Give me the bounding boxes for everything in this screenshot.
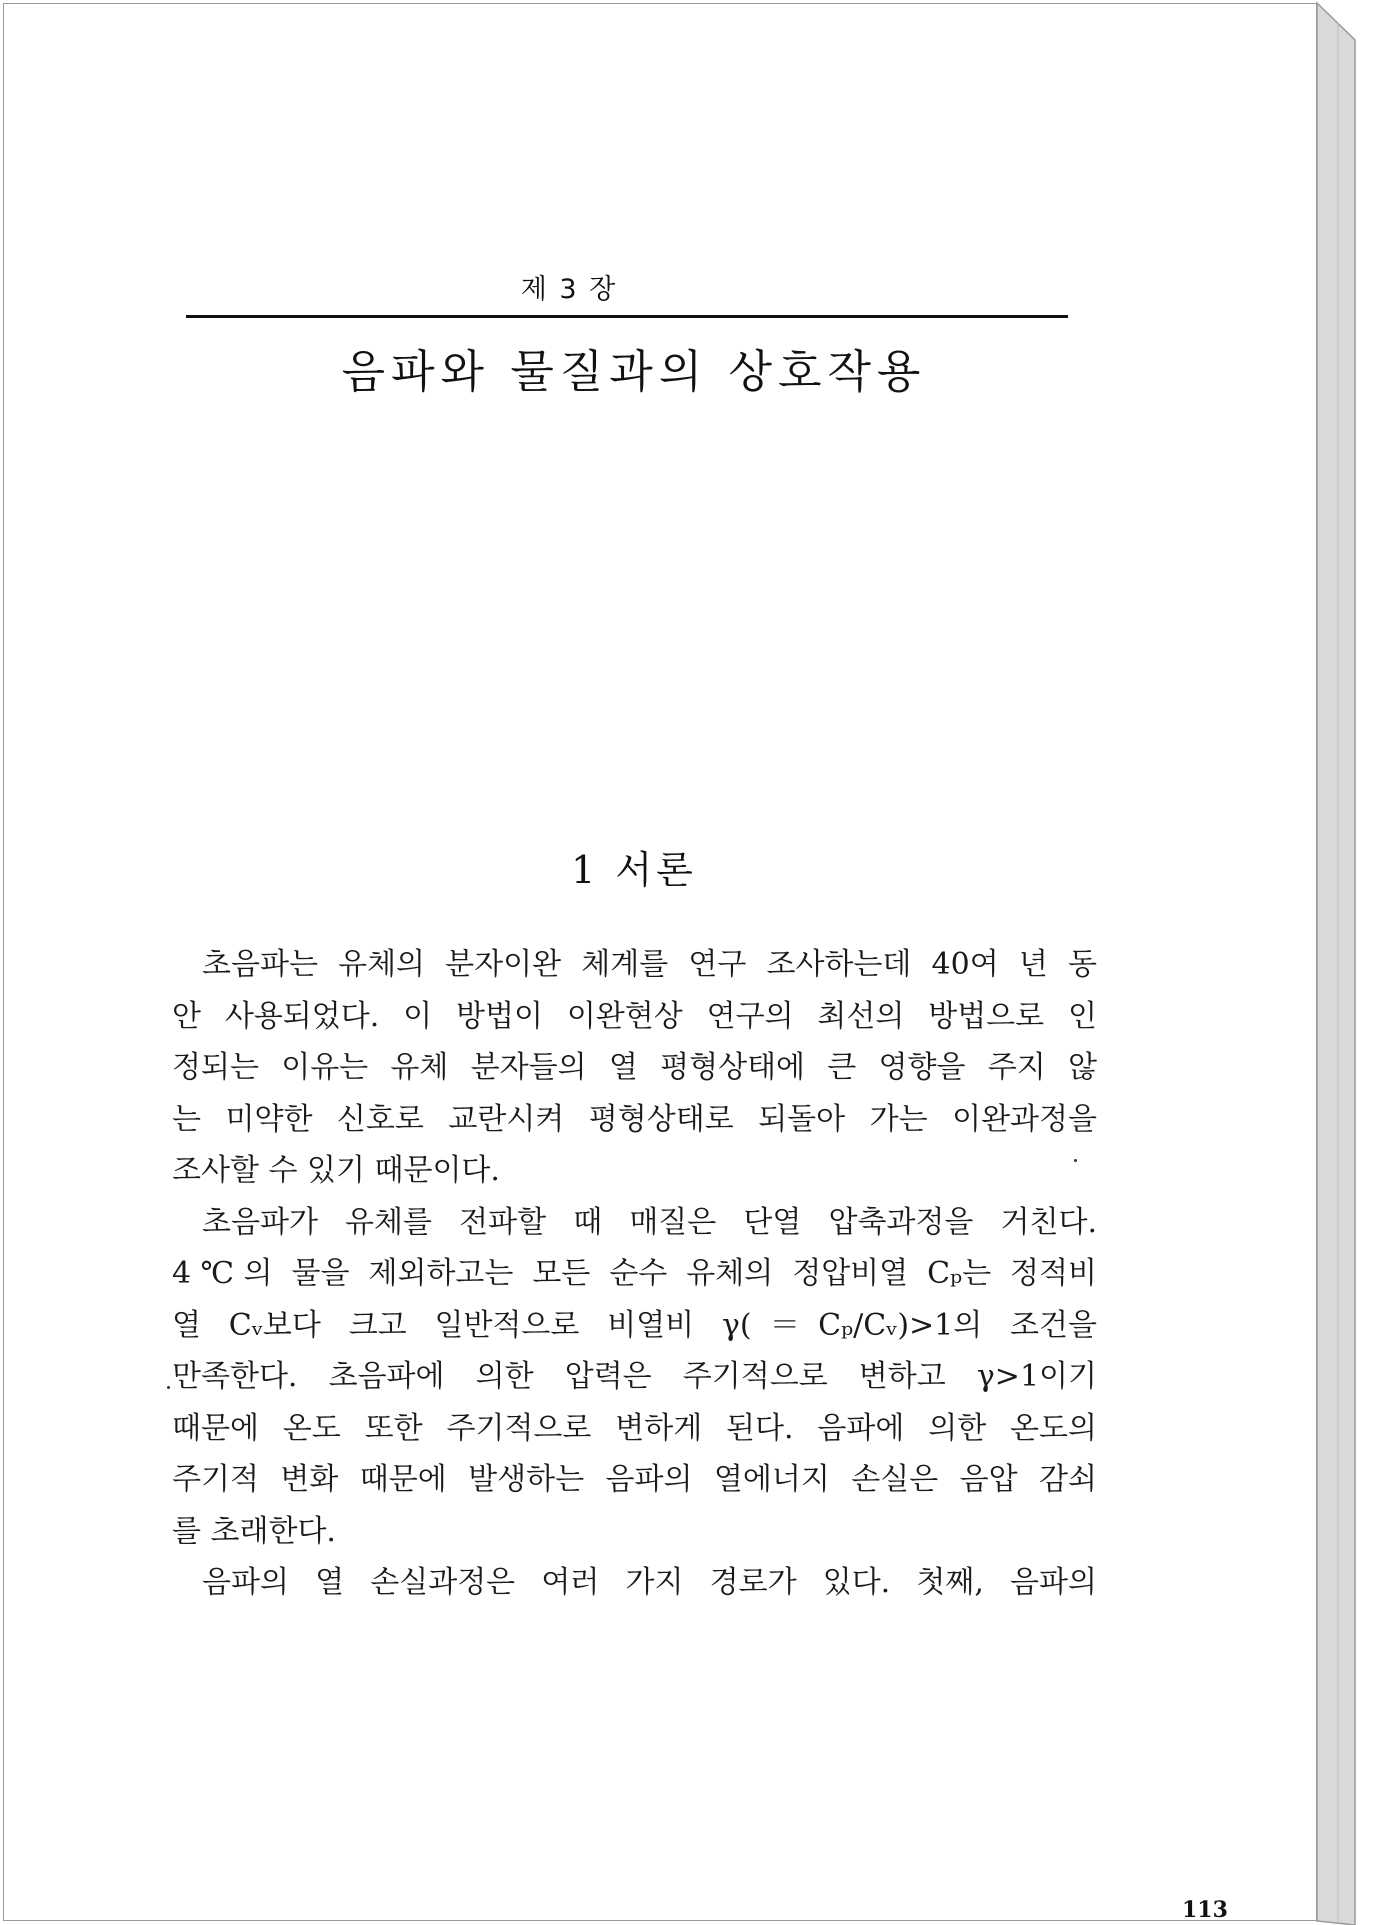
body-text xyxy=(172,939,1097,1609)
chapter-title: 음파와 물질과의 상호작용 xyxy=(341,345,927,398)
text-line: 열 Cᵥ보다 크고 일반적으로 비열비 γ(＝Cₚ/Cᵥ)>1의 조건을 xyxy=(172,1307,1097,1343)
text-line: 음파의 열 손실과정은 여러 가지 경로가 있다. 첫째, 음파의 xyxy=(202,1565,1097,1600)
text-line: 정되는 이유는 유체 분자들의 열 평형상태에 큰 영향을 주지 않 xyxy=(172,1050,1097,1085)
section-heading: 1 서론 xyxy=(571,848,697,892)
chapter-label: 제 3 장 xyxy=(520,274,618,305)
text-line: 초음파가 유체를 전파할 때 매질은 단열 압축과정을 거친다. xyxy=(202,1204,1097,1240)
text-line: 때문에 온도 또한 주기적으로 변하게 된다. 음파에 의한 온도의 xyxy=(172,1410,1097,1446)
print-speck xyxy=(1074,1159,1077,1162)
text-line: 는 미약한 신호로 교란시켜 평형상태로 되돌아 가는 이완과정을 xyxy=(172,1101,1097,1137)
text-line: 조사할 수 있기 때문이다. xyxy=(172,1153,500,1188)
chapter-rule xyxy=(186,315,1068,318)
text-line: 초음파는 유체의 분자이완 체계를 연구 조사하는데 40여 년 동 xyxy=(202,947,1097,982)
print-speck xyxy=(167,1386,170,1389)
text-line: 안 사용되었다. 이 방법이 이완현상 연구의 최선의 방법으로 인 xyxy=(172,998,1097,1034)
paragraph-1 xyxy=(172,939,1097,1197)
paragraph-2 xyxy=(172,1197,1097,1558)
text-line: 주기적 변화 때문에 발생하는 음파의 열에너지 손실은 음압 감쇠 xyxy=(172,1462,1097,1497)
text-line: 를 초래한다. xyxy=(172,1513,336,1549)
text-line: 4℃의 물을 제외하고는 모든 순수 유체의 정압비열 Cₚ는 정적비 xyxy=(172,1256,1097,1291)
page-number: 113 xyxy=(1182,1897,1228,1923)
text-line: 만족한다. 초음파에 의한 압력은 주기적으로 변하고 γ>1이기 xyxy=(172,1359,1097,1394)
paragraph-3 xyxy=(172,1557,1097,1609)
book-page xyxy=(3,3,1317,1921)
